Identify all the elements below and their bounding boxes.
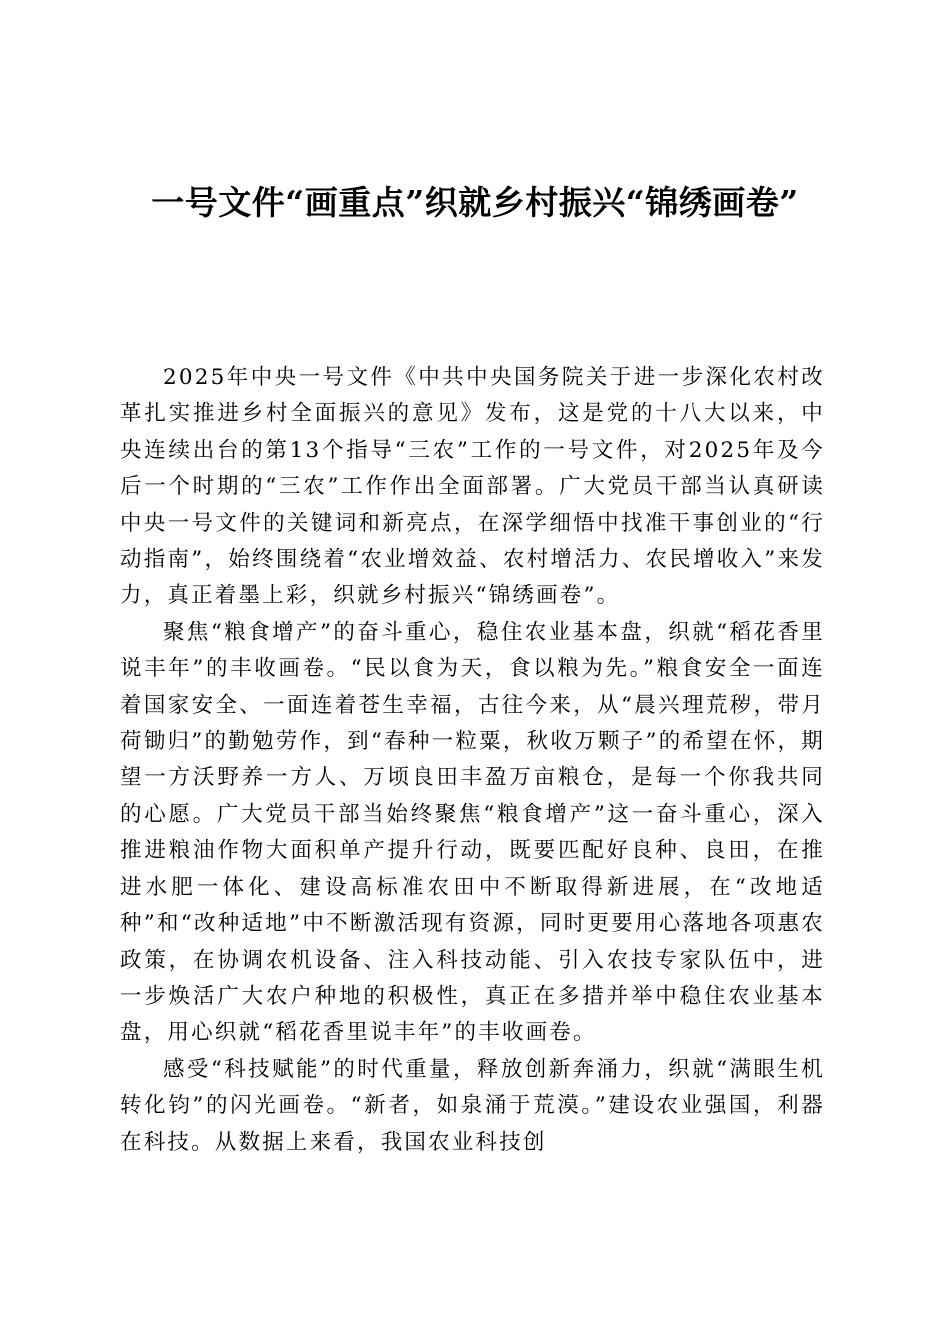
document-title: 一号文件“画重点”织就乡村振兴“锦绣画卷” — [151, 183, 799, 222]
paragraph-1: 2025年中央一号文件《中共中央国务院关于进一步深化农村改革扎实推进乡村全面振兴的意见》发布，这是党的十八大以来，中央连续出台的第13个指导“三农”工作的一号文件，对2025年及今后一个时期的“三农”工作作出全面部署。广大党员干部当认真研读中央一号文件的关键词和新亮点，在深学细悟中找准干事创业的“行动指南”，始终围绕着“农业增效益、农村增活力、农民增收入”来发力，真正着墨上彩，织就乡村振兴“锦绣画卷”。 — [120, 365, 825, 609]
paragraph-3: 感受“科技赋能”的时代重量，释放创新奔涌力，织就“满眼生机转化钧”的闪光画卷。“新者，如泉涌于荒漠。”建设农业强国，利器在科技。从数据上来看，我国农业科技创 — [120, 1056, 825, 1155]
paragraph-2: 聚焦“粮食增产”的奋斗重心，稳住农业基本盘，织就“稻花香里说丰年”的丰收画卷。“民以食为天，食以粮为先。”粮食安全一面连着国家安全、一面连着苍生幸福，古往今来，从“晨兴理荒秽，带月荷锄归”的勤勉劳作，到“春种一粒粟，秋收万颗子”的希望在怀，期望一方沃野养一方人、万顷良田丰盈万亩粮仓，是每一个你我共同的心愿。广大党员干部当始终聚焦“粮食增产”这一奋斗重心，深入推进粮油作物大面积单产提升行动，既要匹配好良种、良田，在推进水肥一体化、建设高标准农田中不断取得新进展，在“改地适种”和“改种适地”中不断激活现有资源，同时更要用心落地各项惠农政策，在协调农机设备、注入科技动能、引入农技专家队伍中，进一步焕活广大农户种地的积极性，真正在多措并举中稳住农业基本盘，用心织就“稻花香里说丰年”的丰收画卷。 — [120, 619, 825, 1046]
document-body — [120, 360, 825, 1161]
